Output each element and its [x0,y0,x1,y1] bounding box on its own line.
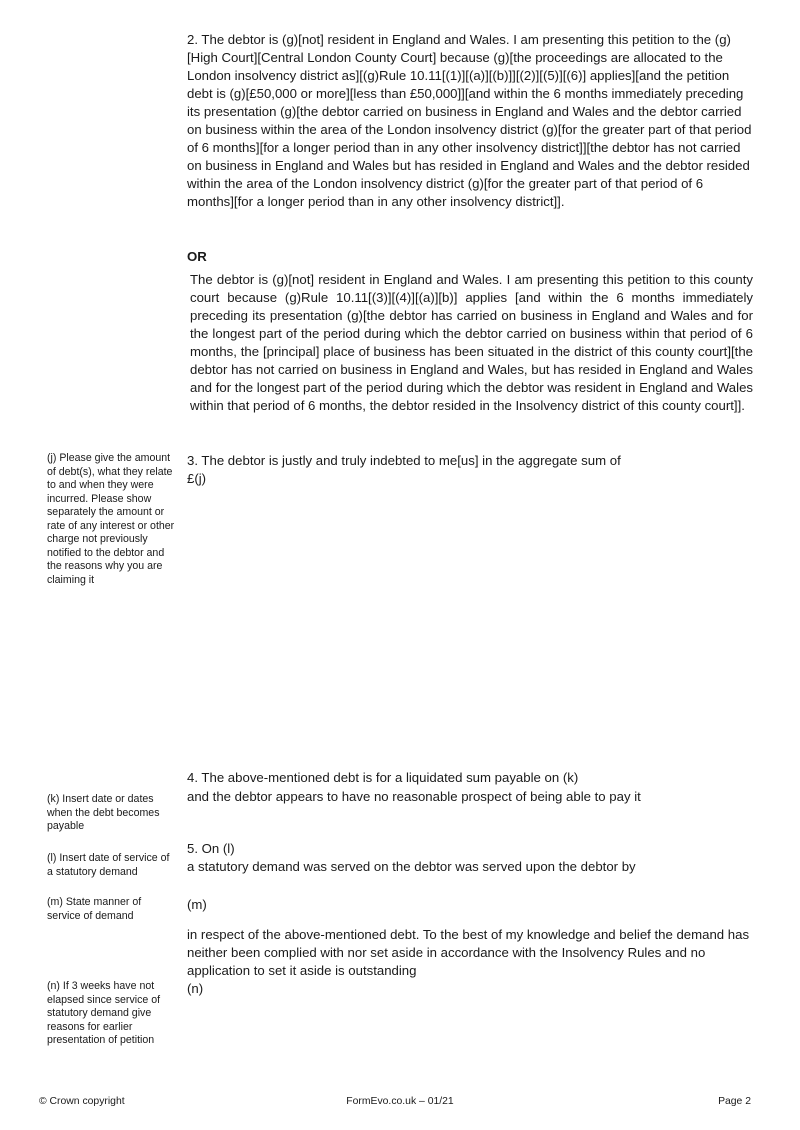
note-k: (k) Insert date or dates when the debt becomes payable [47,793,160,832]
section-5-line-2: a statutory demand was served on the debtor was served upon the debtor by [187,859,636,874]
section-3-line-1: 3. The debtor is justly and truly indebted to me[us] in the aggregate sum of [187,453,621,468]
section-5-marker-n: (n) [187,981,204,996]
note-m: (m) State manner of service of demand [47,896,142,922]
copyright-footer: © Crown copyright [39,1096,125,1107]
form-source-footer: FormEvo.co.uk – 01/21 [346,1096,454,1107]
note-n: (n) If 3 weeks have not elapsed since service of statutory demand give reasons for earlier presentation of petition [47,980,161,1046]
section-3-amount: £(j) [187,471,207,486]
note-l: (l) Insert date of service of a statutory demand [47,852,170,878]
section-5-paragraph: in respect of the above-mentioned debt. To the best of my knowledge and belief the demand has neither been complied with nor set aside in accordance with the Insolvency Rules and no application to set it aside is outstanding [187,927,750,978]
section-2-paragraph-1: 2. The debtor is (g)[not] resident in England and Wales. I am presenting this petition to the (g)[High Court][Central London County Court] because (g)[the proceedings are allocated to the London insolvency district as][(g)Rule 10.11[(1)][(a)][(b)]][(2)][(5)][(6)] applies][and the petition debt is (g)[£50,000 or more][less than £50,000]][and within the 6 months immediately preceding its presentation (g)[the debtor carried on business in England and Wales and the debtor carried on business within the area of the London insolvency district (g)[for the greater part of that period of 6 months][for a longer period than in any other insolvency district]][the debtor has not carried on business in England and Wales but has resided in England and Wales and the debtor resided within the area of the London insolvency district (g)[for the greater part of that period of 6 months][for a longer period than in any other insolvency district]]. [187,32,752,209]
or-label: OR [187,249,207,264]
section-4-line-2: and the debtor appears to have no reasonable prospect of being able to pay it [187,789,641,804]
section-4-line-1: 4. The above-mentioned debt is for a liquidated sum payable on (k) [187,770,579,785]
section-2-paragraph-2: The debtor is (g)[not] resident in England and Wales. I am presenting this petition to this county court because (g)Rule 10.11[(3)][(4)][(a)][b)] applies [and within the 6 months immediately preceding its presentation (g)[the debtor has carried on business in England and Wales and for the longest part of the period during which the debtor carried on business within that period of 6 months, the [principal] place of business has been situated in the district of this county court][the debtor has not carried on business in England and Wales, but has resided in England and Wales and for the longest part of the period during which the debtor was resident in England and Wales within that period of 6 months, the debtor resided in the Insolvency district of this county court]]. [190,272,753,413]
section-5-marker-m: (m) [187,897,207,912]
note-j: (j) Please give the amount of debt(s), what they relate to and when they were incurred. Please show separately the amount or rate of any interest or other charge not previously notified to the debtor and the reasons why you are claiming it [47,452,175,586]
section-5-line-1: 5. On (l) [187,841,235,856]
page-number: Page 2 [718,1096,751,1107]
